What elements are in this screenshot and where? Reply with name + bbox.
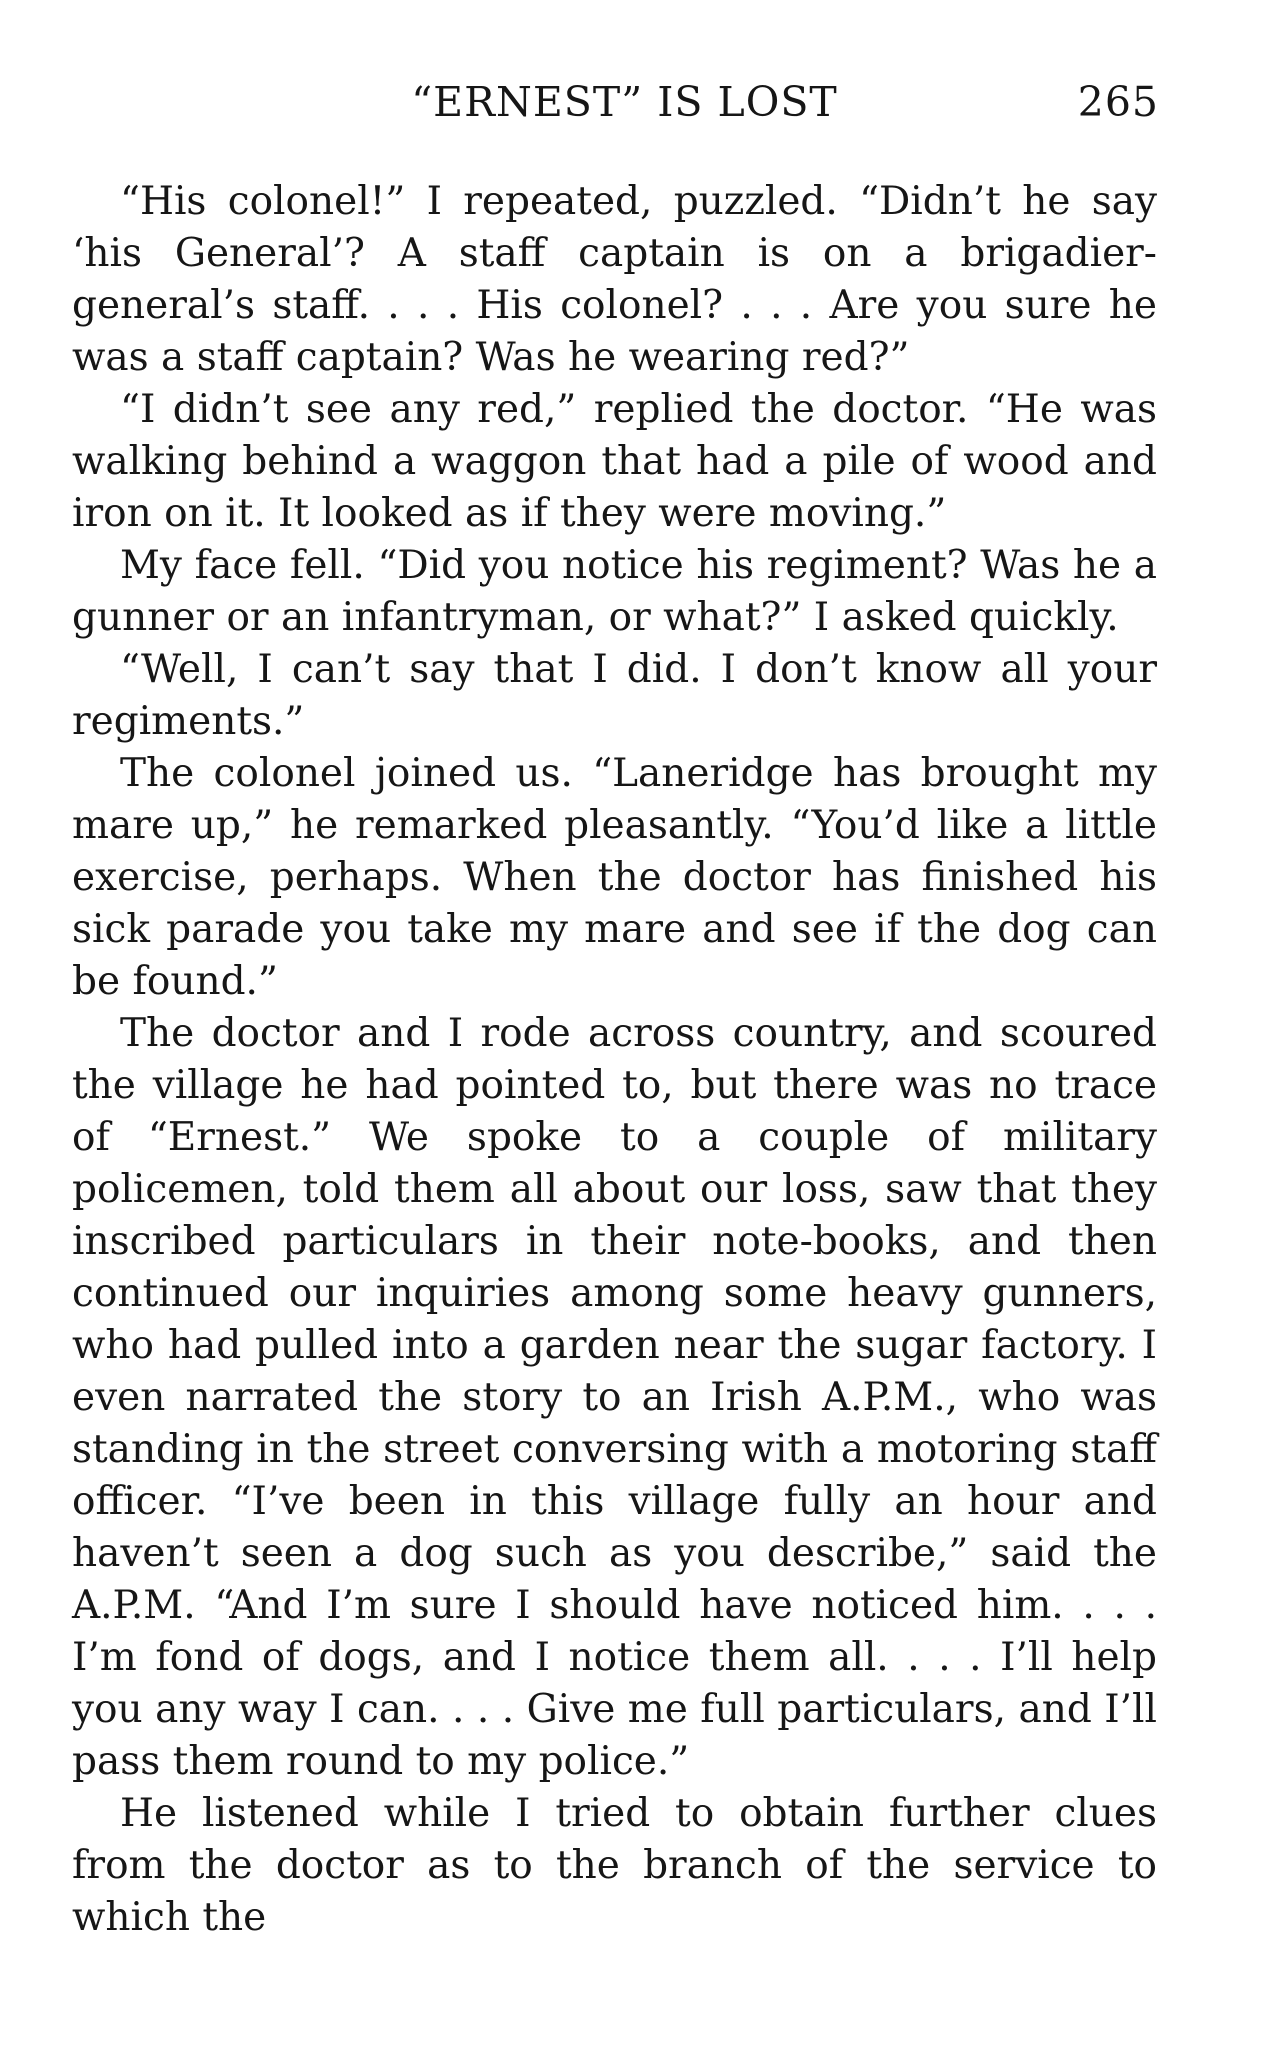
running-head: “ERNEST” IS LOST	[411, 78, 838, 126]
book-page	[72, 72, 1157, 1944]
paragraph-4: “Well, I can’t say that I did. I don’t know all your regiments.”	[72, 647, 1157, 744]
page-body	[72, 176, 1157, 1944]
paragraph-1: “His colonel!” I repeated, puzzled. “Didn’t he say ‘his General’? A staff captain is on a brigadier-general’s staff. . . . His colonel? . . . Are you sure he was a staff captain? Was he wearing red?”	[72, 179, 1157, 380]
page-header	[72, 72, 1157, 132]
page-number: 265	[1077, 78, 1159, 126]
paragraph-3: My face fell. “Did you notice his regiment? Was he a gunner or an infantryman, or what?” I asked quickly.	[72, 543, 1157, 640]
paragraph-7: He listened while I tried to obtain further clues from the doctor as to the branch of the service to which the	[72, 1791, 1157, 1940]
paragraph-5: The colonel joined us. “Laneridge has brought my mare up,” he remarked pleasantly. “You’d like a little exercise, perhaps. When the doctor has finished his sick parade you take my mare and see if the dog can be found.”	[72, 751, 1157, 1004]
paragraph-6: The doctor and I rode across country, and scoured the village he had pointed to, but there was no trace of “Ernest.” We spoke to a couple of military policemen, told them all about our loss, saw that they inscribed particulars in their note-books, and then continued our inquiries among some heavy gunners, who had pulled into a garden near the sugar factory. I even narrated the story to an Irish A.P.M., who was standing in the street conversing with a motoring staff officer. “I’ve been in this village fully an hour and haven’t seen a dog such as you describe,” said the A.P.M. “And I’m sure I should have noticed him. . . . I’m fond of dogs, and I notice them all. . . . I’ll help you any way I can. . . . Give me full particulars, and I’ll pass them round to my police.”	[72, 1011, 1157, 1784]
paragraph-2: “I didn’t see any red,” replied the doctor. “He was walking behind a waggon that had a pile of wood and iron on it. It looked as if they were moving.”	[72, 387, 1157, 536]
